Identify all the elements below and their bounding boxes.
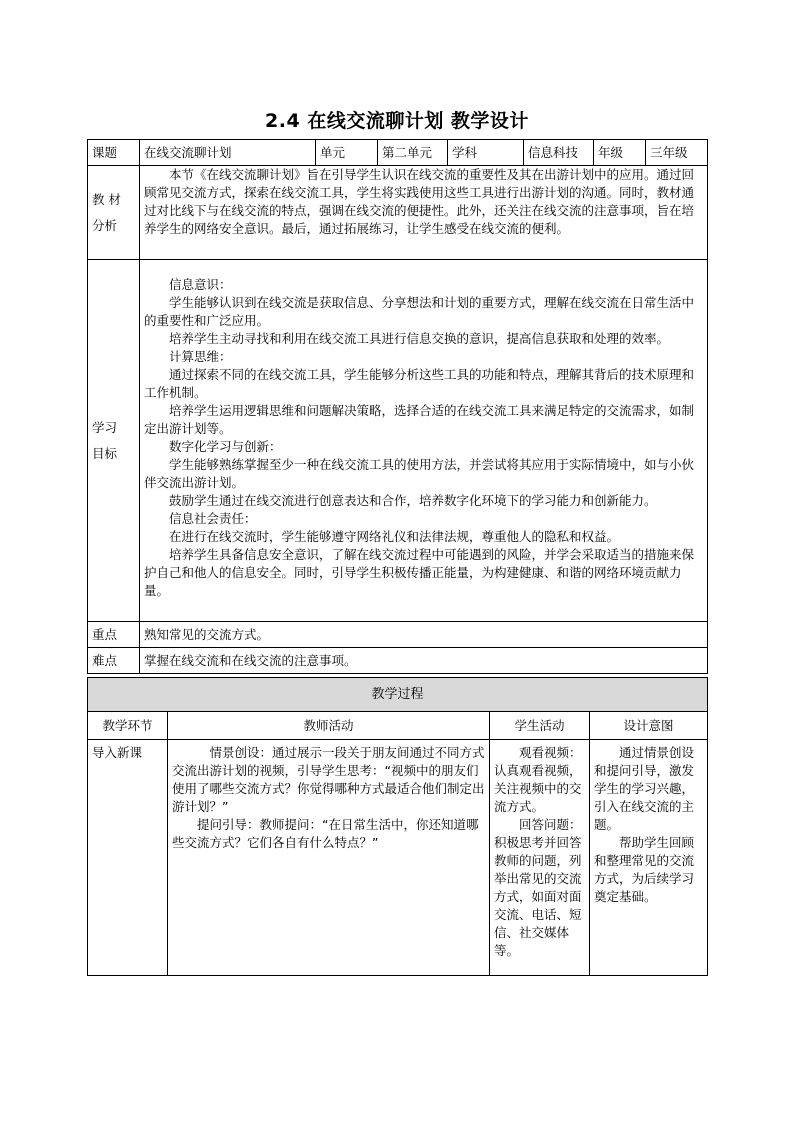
- objective-paragraph: 鼓励学生通过在线交流进行创意表达和合作，培养数字化环境下的学习能力和创新能力。: [169, 493, 657, 508]
- objective-paragraph: 学生能够熟练掌握至少一种在线交流工具的使用方法，并尝试将其应用于实际情境中，如与小伙伴交流出游计划。: [144, 457, 695, 490]
- design-intent-paragraph: 通过情景创设和提问引导，激发学生的学习兴趣，引入在线交流的主题。: [594, 745, 695, 832]
- material-analysis-content: [140, 166, 708, 260]
- process-heading: 教学过程: [88, 678, 708, 712]
- objectives-content: [140, 260, 708, 622]
- objective-heading: 计算思维：: [169, 349, 232, 364]
- unit-value: 第二单元: [378, 140, 448, 166]
- material-label-line2: 分析: [92, 217, 118, 233]
- material-analysis-text: 本节《在线交流聊计划》旨在引导学生认识在线交流的重要性及其在出游计划中的应用。通过回顾常见交流方式，探索在线交流工具，学生将实践使用这些工具进行出游计划的沟通。同时，教材通过对比线下与在线交流的特点，强调在线交流的便捷性。此外，还关注在线交流的注意事项，旨在培养学生的网络安全意识。最后，通过拓展练习，让学生感受在线交流的便利。: [144, 167, 695, 236]
- objectives-label: [88, 260, 140, 622]
- material-label-line1: 教 材: [92, 191, 121, 207]
- design-intent-paragraph: 帮助学生回顾和整理常见的交流方式，为后续学习奠定基础。: [594, 835, 695, 904]
- unit-label: 单元: [316, 140, 378, 166]
- objective-paragraph: 在进行在线交流时，学生能够遵守网络礼仪和法律法规，尊重他人的隐私和权益。: [169, 529, 620, 544]
- objective-paragraph: 学生能够认识到在线交流是获取信息、分享想法和计划的重要方式，理解在线交流在日常生活中的重要性和广泛应用。: [144, 295, 695, 328]
- objective-heading: 信息意识：: [169, 277, 232, 292]
- key-point-text: 熟知常见的交流方式。: [140, 622, 708, 648]
- column-header-teacher: 教师活动: [168, 712, 490, 740]
- subject-value: 信息科技: [524, 140, 594, 166]
- objectives-label-line1: 学习: [92, 419, 118, 435]
- objective-heading: 数字化学习与创新：: [169, 439, 282, 454]
- design-intent-cell: [590, 740, 708, 976]
- material-analysis-label: [88, 166, 140, 260]
- difficulty-text: 掌握在线交流和在线交流的注意事项。: [140, 648, 708, 674]
- column-header-intent: 设计意图: [590, 712, 708, 740]
- student-activity-cell: [490, 740, 590, 976]
- topic-value: 在线交流聊计划: [140, 140, 316, 166]
- teacher-activity-paragraph: 情景创设：通过展示一段关于朋友间通过不同方式交流出游计划的视频，引导学生思考：“视频中的朋友们使用了哪些交流方式？你觉得哪种方式最适合他们制定出游计划？”: [172, 745, 485, 814]
- table-row: [88, 740, 708, 976]
- subject-label: 学科: [448, 140, 524, 166]
- topic-label: 课题: [88, 140, 140, 166]
- objective-paragraph: 培养学生主动寻找和利用在线交流工具进行信息交换的意识，提高信息获取和处理的效率。: [169, 331, 670, 346]
- student-activity-paragraph: 观看视频：认真观看视频，关注视频中的交流方式。: [494, 745, 582, 814]
- objective-paragraph: 通过探索不同的在线交流工具，学生能够分析这些工具的功能和特点，理解其背后的技术原理和工作机制。: [144, 367, 695, 400]
- stage-cell: 导入新课: [88, 740, 168, 976]
- teacher-activity-cell: [168, 740, 490, 976]
- objective-paragraph: 培养学生运用逻辑思维和问题解决策略，选择合适的在线交流工具来满足特定的交流需求，如制定出游计划等。: [144, 403, 695, 436]
- lesson-info-table: [87, 139, 708, 674]
- key-point-label: 重点: [88, 622, 140, 648]
- teacher-activity-paragraph: 提问引导：教师提问：“在日常生活中，你还知道哪些交流方式？它们各自有什么特点？”: [172, 817, 479, 850]
- page-title: 2.4 在线交流聊计划 教学设计: [265, 110, 529, 132]
- column-header-stage: 教学环节: [88, 712, 168, 740]
- objectives-label-line2: 目标: [92, 445, 118, 461]
- column-header-student: 学生活动: [490, 712, 590, 740]
- grade-label: 年级: [594, 140, 646, 166]
- grade-value: 三年级: [646, 140, 708, 166]
- student-activity-paragraph: 回答问题：积极思考并回答教师的问题，列举出常见的交流方式，如面对面交流、电话、短信、社交媒体等。: [494, 817, 582, 958]
- difficulty-label: 难点: [88, 648, 140, 674]
- teaching-process-table: [87, 677, 708, 976]
- objective-paragraph: 培养学生具备信息安全意识，了解在线交流过程中可能遇到的风险，并学会采取适当的措施来保护自己和他人的信息安全。同时，引导学生积极传播正能量，为构建健康、和谐的网络环境贡献力量。: [144, 547, 695, 598]
- objective-heading: 信息社会责任：: [169, 511, 257, 526]
